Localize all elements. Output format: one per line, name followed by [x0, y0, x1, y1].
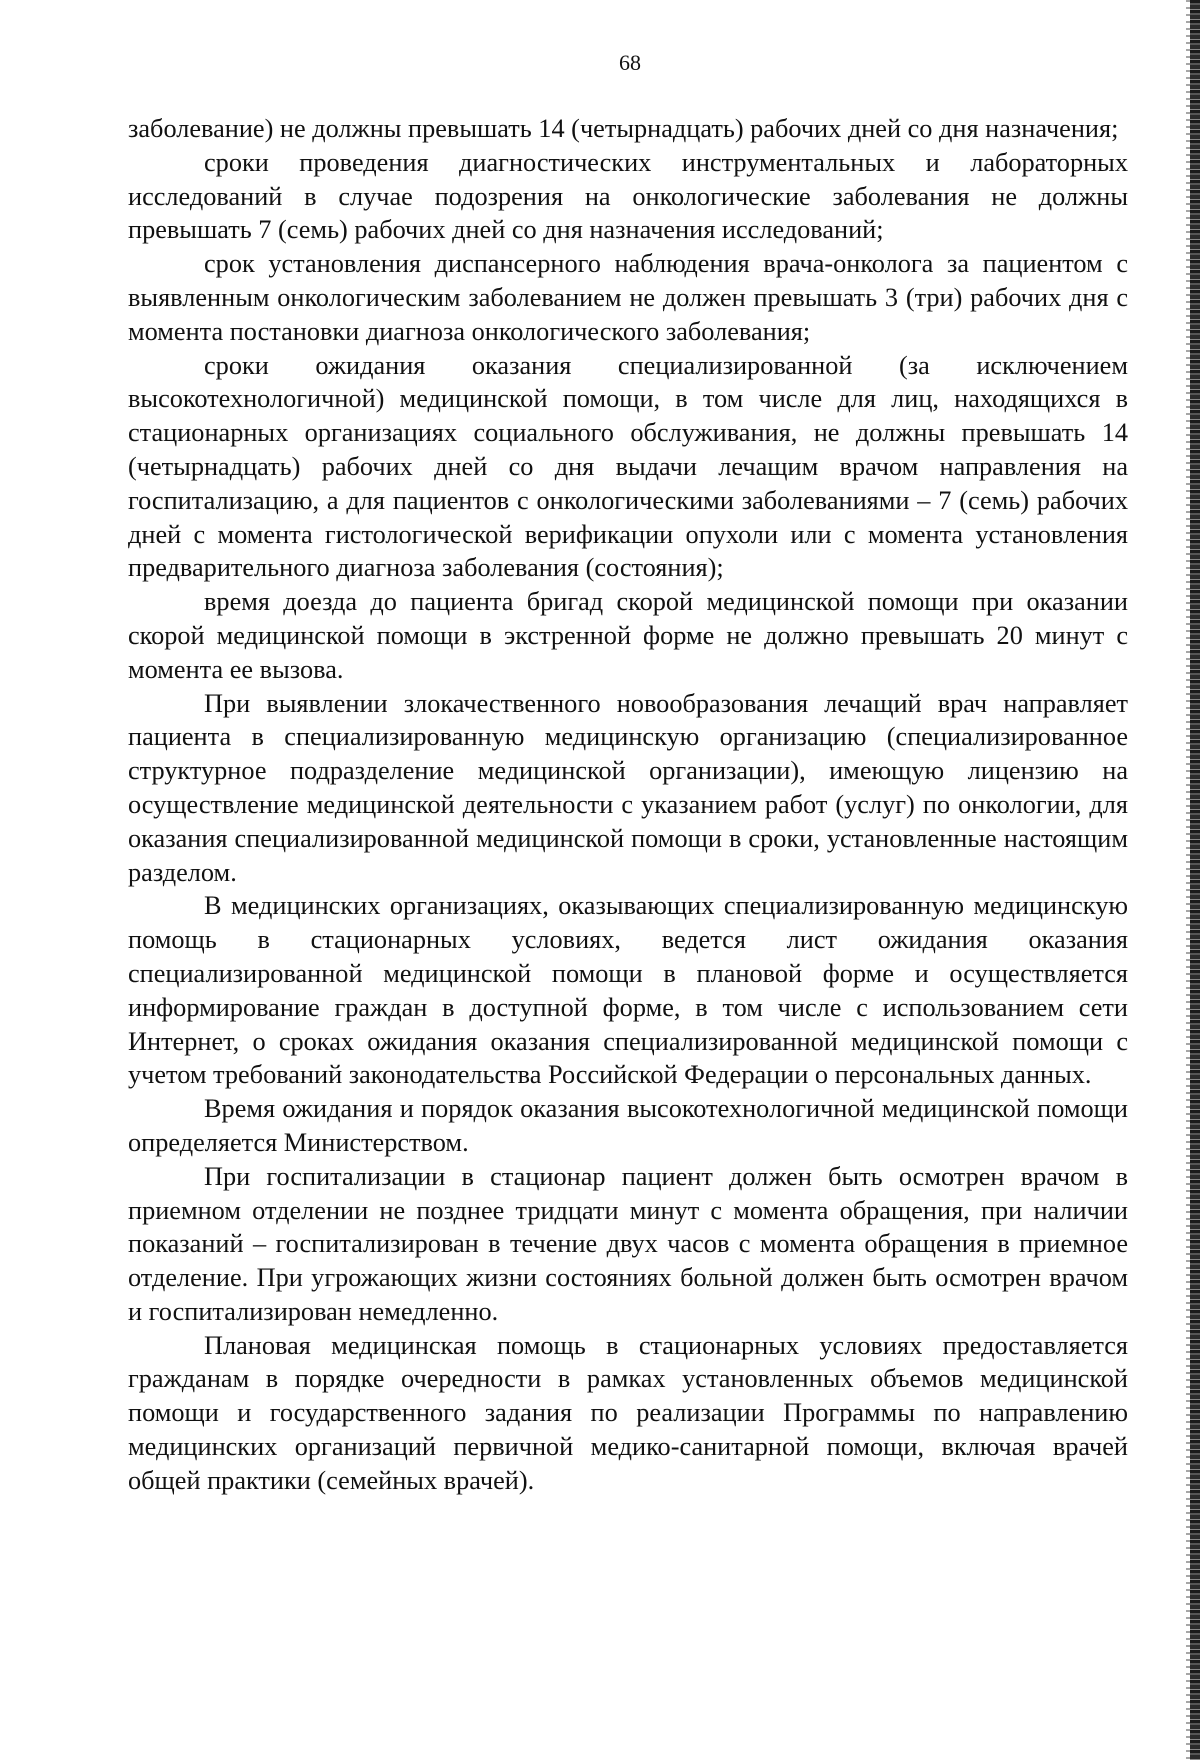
paragraph: При выявлении злокачественного новообразования лечащий врач направляет пациента в специализированную медицинскую организацию (специализированное структурное подразделение медицинской организации), имеющую лицензию на осуществление медицинской деятельности с указанием работ (услуг) по онкологии, для оказания специализированной медицинской помощи в сроки, установленные настоящим разделом.	[128, 688, 1128, 887]
paragraph: В медицинских организациях, оказывающих специализированную медицинскую помощь в стационарных условиях, ведется лист ожидания оказания специализированной медицинской помощи в плановой форме и осуществляется информирование граждан в доступной форме, в том числе с использованием сети Интернет, о сроках ожидания оказания специализированной медицинской помощи с учетом требований законодательства Российской Федерации о персональных данных.	[128, 891, 1128, 1090]
paragraph: сроки проведения диагностических инструментальных и лабораторных исследований в случае подозрения на онкологические заболевания не должны превышать 7 (семь) рабочих дней со дня назначения исследований;	[128, 147, 1128, 245]
page-number: 68	[619, 50, 641, 75]
paragraph: заболевание) не должны превышать 14 (четырнадцать) рабочих дней со дня назначения;	[128, 114, 1119, 143]
document-body	[128, 112, 1128, 1498]
paragraph: При госпитализации в стационар пациент должен быть осмотрен врачом в приемном отделении не позднее тридцати минут с момента обращения, при наличии показаний – госпитализирован в течение двух часов с момента обращения в приемное отделение. При угрожающих жизни состояниях больной должен быть осмотрен врачом и госпитализирован немедленно.	[128, 1161, 1128, 1326]
paragraph: Плановая медицинская помощь в стационарных условиях предоставляется гражданам в порядке очередности в рамках установленных объемов медицинской помощи и государственного задания по реализации Программы по направлению медицинских организаций первичной медико-санитарной помощи, включая врачей общей практики (семейных врачей).	[128, 1330, 1128, 1495]
scan-edge	[1190, 0, 1200, 1760]
paragraph: срок установления диспансерного наблюдения врача-онколога за пациентом с выявленным онкологическим заболеванием не должен превышать 3 (три) рабочих дня с момента постановки диагноза онкологического заболевания;	[128, 249, 1128, 346]
paragraph: сроки ожидания оказания специализированной (за исключением высокотехнологичной) медицинской помощи, в том числе для лиц, находящихся в стационарных организациях социального обслуживания, не должны превышать 14 (четырнадцать) рабочих дней со дня выдачи лечащим врачом направления на госпитализацию, а для пациентов с онкологическими заболеваниями – 7 (семь) рабочих дней с момента гистологической верификации опухоли или с момента установления предварительного диагноза заболевания (состояния);	[128, 350, 1128, 583]
paragraph: время доезда до пациента бригад скорой медицинской помощи при оказании скорой медицинской помощи в экстренной форме не должно превышать 20 минут с момента ее вызова.	[128, 587, 1128, 684]
paragraph: Время ожидания и порядок оказания высокотехнологичной медицинской помощи определяется Министерством.	[128, 1094, 1128, 1157]
